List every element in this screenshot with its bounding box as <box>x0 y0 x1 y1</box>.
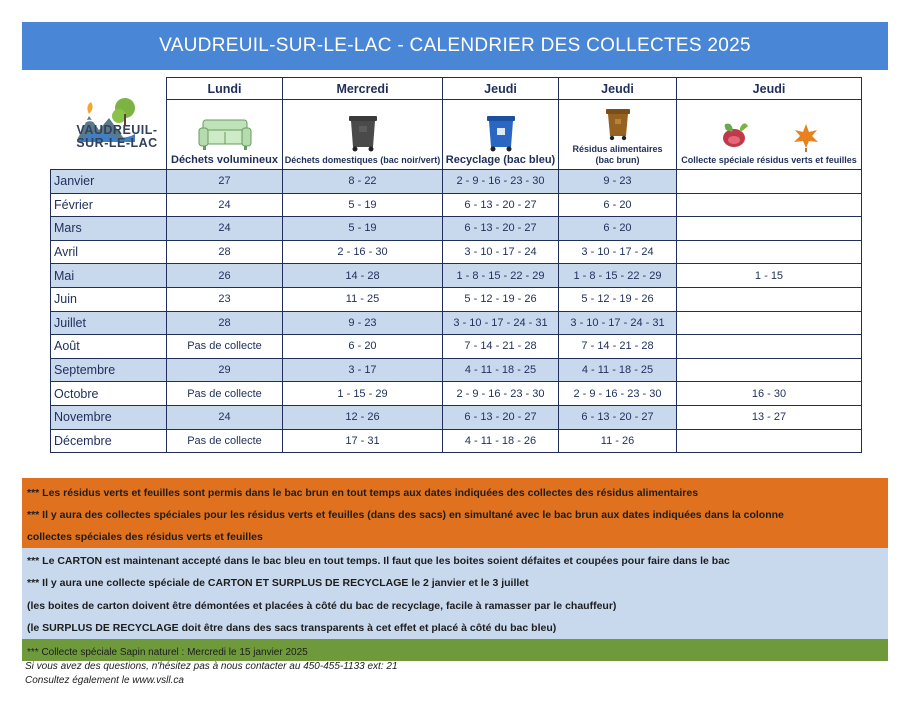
month-cell: Juin <box>51 287 167 311</box>
domestiques-cell: 17 - 31 <box>283 429 443 453</box>
verts-cell <box>677 287 862 311</box>
verts-cell <box>677 429 862 453</box>
note-line: (le SURPLUS DE RECYCLAGE doit être dans des sacs transparents à cet effet et placé à côté du bac bleu) <box>27 621 557 634</box>
domestiques-cell: 5 - 19 <box>283 193 443 217</box>
alimentaires-cell: 6 - 20 <box>559 217 677 241</box>
notes-section <box>22 478 888 661</box>
verts-cell <box>677 335 862 359</box>
month-cell: Novembre <box>51 405 167 429</box>
column-header-alimentaires <box>559 100 677 170</box>
volumineux-cell: Pas de collecte <box>167 429 283 453</box>
column-caption-recyclage: Recyclage (bac bleu) <box>445 154 556 166</box>
table-row <box>51 358 862 382</box>
christmas-tree-note: *** Collecte spéciale Sapin naturel : Mercredi le 15 janvier 2025 <box>22 639 888 661</box>
logo-line-1: VAUDREUIL- <box>76 123 158 137</box>
month-cell: Mars <box>51 217 167 241</box>
recyclage-cell: 4 - 11 - 18 - 26 <box>443 429 559 453</box>
volumineux-cell: 24 <box>167 405 283 429</box>
alimentaires-cell: 9 - 23 <box>559 170 677 194</box>
table-row <box>51 405 862 429</box>
table-row <box>51 287 862 311</box>
domestiques-cell: 2 - 16 - 30 <box>283 240 443 264</box>
domestiques-cell: 5 - 19 <box>283 217 443 241</box>
black-bin-icon <box>343 114 383 152</box>
month-cell: Décembre <box>51 429 167 453</box>
page-title: VAUDREUIL-SUR-LE-LAC - CALENDRIER DES COLLECTES 2025 <box>22 22 888 70</box>
alimentaires-cell: 3 - 10 - 17 - 24 - 31 <box>559 311 677 335</box>
domestiques-cell: 9 - 23 <box>283 311 443 335</box>
verts-cell <box>677 311 862 335</box>
logo-line-2: SUR-LE-LAC <box>76 136 158 150</box>
month-cell: Mai <box>51 264 167 288</box>
month-cell: Avril <box>51 240 167 264</box>
column-caption-volumineux: Déchets volumineux <box>171 154 278 166</box>
recyclage-cell: 2 - 9 - 16 - 23 - 30 <box>443 170 559 194</box>
brown-bin-icon <box>598 107 638 141</box>
volumineux-cell: 24 <box>167 193 283 217</box>
volumineux-cell: Pas de collecte <box>167 335 283 359</box>
month-cell: Juillet <box>51 311 167 335</box>
column-caption-alimentaires: Résidus alimentaires <box>572 144 663 154</box>
column-day-jeudi-alimentaire: Jeudi <box>559 78 677 100</box>
verts-cell <box>677 217 862 241</box>
collection-calendar-table <box>50 77 862 453</box>
column-header-recyclage <box>443 100 559 170</box>
volumineux-cell: Pas de collecte <box>167 382 283 406</box>
alimentaires-cell: 11 - 26 <box>559 429 677 453</box>
alimentaires-cell: 3 - 10 - 17 - 24 <box>559 240 677 264</box>
verts-cell <box>677 240 862 264</box>
volumineux-cell: 28 <box>167 240 283 264</box>
table-row <box>51 170 862 194</box>
website-line: Consultez également le www.vsll.ca <box>25 675 184 686</box>
recyclage-cell: 5 - 12 - 19 - 26 <box>443 287 559 311</box>
table-row <box>51 240 862 264</box>
table-row <box>51 382 862 406</box>
volumineux-cell: 24 <box>167 217 283 241</box>
recyclage-cell: 6 - 13 - 20 - 27 <box>443 193 559 217</box>
alimentaires-cell: 6 - 13 - 20 - 27 <box>559 405 677 429</box>
recyclage-cell: 4 - 11 - 18 - 25 <box>443 358 559 382</box>
month-cell: Septembre <box>51 358 167 382</box>
column-day-jeudi-verts: Jeudi <box>677 78 862 100</box>
volumineux-cell: 26 <box>167 264 283 288</box>
table-row <box>51 217 862 241</box>
column-caption-verts: Collecte spéciale résidus verts et feuilles <box>681 155 857 165</box>
column-caption-domestiques: Déchets domestiques (bac noir/vert) <box>284 155 441 165</box>
domestiques-cell: 1 - 15 - 29 <box>283 382 443 406</box>
recyclage-cell: 2 - 9 - 16 - 23 - 30 <box>443 382 559 406</box>
alimentaires-cell: 1 - 8 - 15 - 22 - 29 <box>559 264 677 288</box>
recyclage-cell: 3 - 10 - 17 - 24 <box>443 240 559 264</box>
month-cell: Octobre <box>51 382 167 406</box>
column-day-jeudi-recyclage: Jeudi <box>443 78 559 100</box>
recyclage-cell: 7 - 14 - 21 - 28 <box>443 335 559 359</box>
table-row <box>51 264 862 288</box>
recyclage-cell: 6 - 13 - 20 - 27 <box>443 405 559 429</box>
couch-icon <box>197 116 253 152</box>
note-line: collectes spéciales des résidus verts et feuilles <box>27 531 263 543</box>
column-header-volumineux <box>167 100 283 170</box>
volumineux-cell: 29 <box>167 358 283 382</box>
recyclage-cell: 1 - 8 - 15 - 22 - 29 <box>443 264 559 288</box>
column-day-mercredi: Mercredi <box>283 78 443 100</box>
recyclage-cell: 6 - 13 - 20 - 27 <box>443 217 559 241</box>
alimentaires-cell: 6 - 20 <box>559 193 677 217</box>
alimentaires-cell: 4 - 11 - 18 - 25 <box>559 358 677 382</box>
domestiques-cell: 6 - 20 <box>283 335 443 359</box>
note-line: *** Les résidus verts et feuilles sont permis dans le bac brun en tout temps aux dates indiquées des collectes des résidus alimentaires <box>27 487 699 499</box>
verts-cell <box>677 358 862 382</box>
verts-cell <box>677 170 862 194</box>
verts-cell: 16 - 30 <box>677 382 862 406</box>
domestiques-cell: 12 - 26 <box>283 405 443 429</box>
column-day-lundi: Lundi <box>167 78 283 100</box>
volumineux-cell: 28 <box>167 311 283 335</box>
note-line: (les boites de carton doivent être démontées et placées à côté du bac de recyclage, facile à ramasser par le chauffeur) <box>27 599 617 612</box>
cardboard-notes <box>22 548 888 639</box>
note-line: *** Il y aura une collecte spéciale de CARTON ET SURPLUS DE RECYCLAGE le 2 janvier et le 3 juillet <box>27 577 529 590</box>
blue-bin-icon <box>481 114 521 152</box>
recyclage-cell: 3 - 10 - 17 - 24 - 31 <box>443 311 559 335</box>
verts-cell: 13 - 27 <box>677 405 862 429</box>
table-row <box>51 193 862 217</box>
note-line: *** Il y aura des collectes spéciales pour les résidus verts et feuilles (dans des sacs) en simultané avec le bac brun aux dates indiquées dans la colonne <box>27 509 784 521</box>
column-header-verts <box>677 100 862 170</box>
domestiques-cell: 3 - 17 <box>283 358 443 382</box>
domestiques-cell: 11 - 25 <box>283 287 443 311</box>
domestiques-cell: 8 - 22 <box>283 170 443 194</box>
note-line: *** Le CARTON est maintenant accepté dans le bac bleu en tout temps. Il faut que les boites soient défaites et coupées pour faire dans le bac <box>27 555 730 567</box>
column-header-domestiques <box>283 100 443 170</box>
verts-cell: 1 - 15 <box>677 264 862 288</box>
green-waste-notes <box>22 478 888 548</box>
alimentaires-cell: 5 - 12 - 19 - 26 <box>559 287 677 311</box>
leaves-icon <box>714 118 824 152</box>
contact-line: Si vous avez des questions, n'hésitez pas à nous contacter au 450-455-1133 ext: 21 <box>25 661 398 672</box>
month-cell: Janvier <box>51 170 167 194</box>
domestiques-cell: 14 - 28 <box>283 264 443 288</box>
table-row <box>51 311 862 335</box>
table-row <box>51 429 862 453</box>
table-row <box>51 335 862 359</box>
volumineux-cell: 23 <box>167 287 283 311</box>
verts-cell <box>677 193 862 217</box>
alimentaires-cell: 7 - 14 - 21 - 28 <box>559 335 677 359</box>
volumineux-cell: 27 <box>167 170 283 194</box>
column-caption-alimentaires-bin: (bac brun) <box>595 155 640 165</box>
alimentaires-cell: 2 - 9 - 16 - 23 - 30 <box>559 382 677 406</box>
month-cell: Février <box>51 193 167 217</box>
month-cell: Août <box>51 335 167 359</box>
